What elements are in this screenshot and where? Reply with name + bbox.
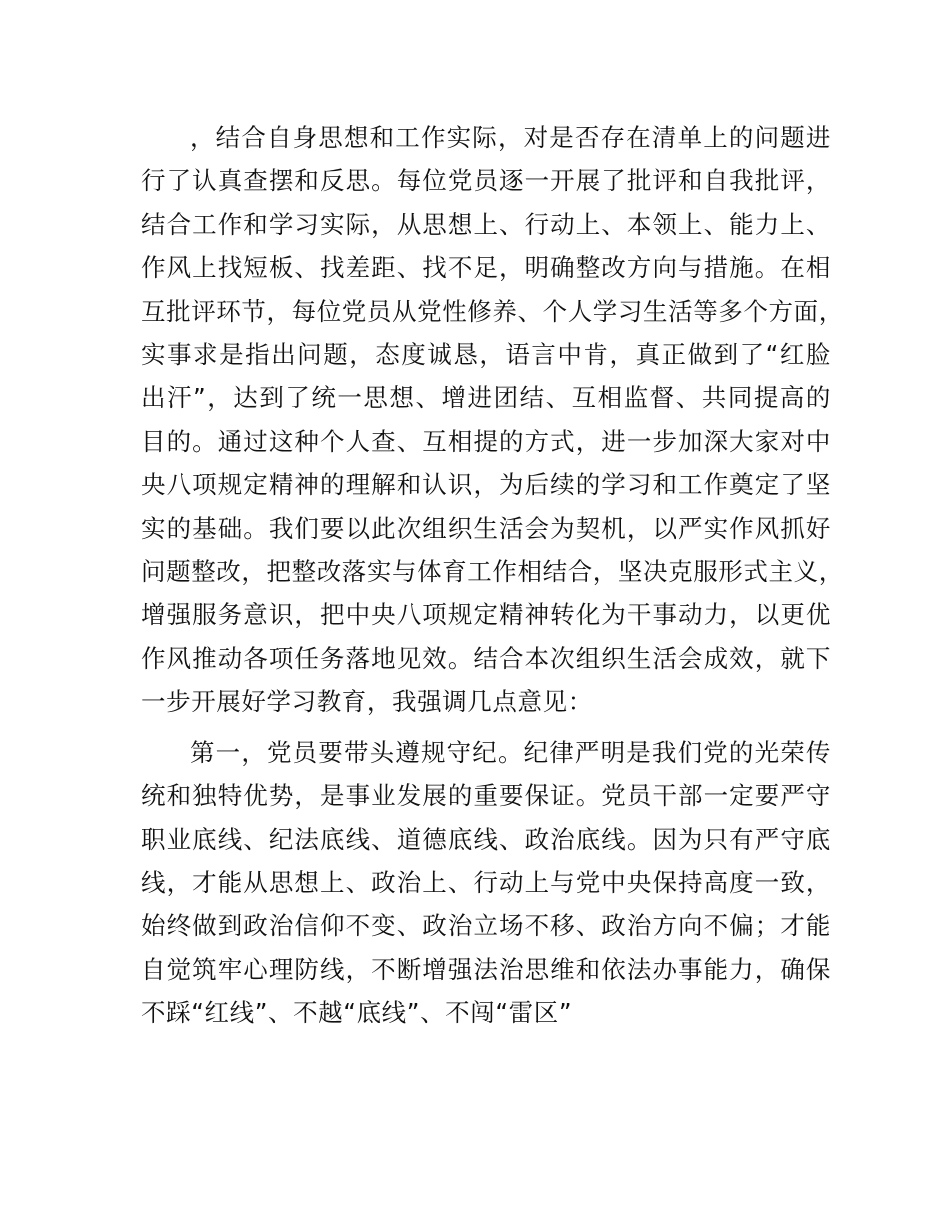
text-line: 增强服务意识，把中央八项规定精神转化为干事动力，以更优 <box>141 600 831 630</box>
text-line: 实的基础。我们要以此次组织生活会为契机，以严实作风抓好 <box>141 513 831 543</box>
text-line: 结合工作和学习实际，从思想上、行动上、本领上、能力上、 <box>141 209 831 239</box>
text-line: 行了认真查摆和反思。每位党员逐一开展了批评和自我批评， <box>141 166 831 196</box>
text-line: 第一，党员要带头遵规守纪。纪律严明是我们党的光荣传 <box>190 737 831 767</box>
text-line: 作风上找短板、找差距、找不足，明确整改方向与措施。在相 <box>141 253 831 283</box>
text-line: 作风推动各项任务落地见效。结合本次组织生活会成效，就下 <box>141 643 831 673</box>
paragraph-1 <box>141 116 844 724</box>
text-line: 统和独特优势，是事业发展的重要保证。党员干部一定要严守 <box>141 781 831 811</box>
text-line: 职业底线、纪法底线、道德底线、政治底线。因为只有严守底 <box>141 824 831 854</box>
text-line: 自觉筑牢心理防线，不断增强法治思维和依法办事能力，确保 <box>141 954 831 984</box>
text-line: 实事求是指出问题，态度诚恳，语言中肯，真正做到了“红脸 <box>141 340 831 370</box>
text-line: 问题整改，把整改落实与体育工作相结合，坚决克服形式主义， <box>141 557 844 587</box>
text-line: 出汗”，达到了统一思想、增进团结、互相监督、共同提高的 <box>141 383 831 413</box>
text-line: 目的。通过这种个人查、互相提的方式，进一步加深大家对中 <box>141 426 831 456</box>
document-page <box>141 116 844 1035</box>
text-line: 不踩“红线”、不越“底线”、不闯“雷区” <box>141 998 573 1028</box>
text-line: 一步开展好学习教育，我强调几点意见： <box>141 687 593 717</box>
text-line: 线，才能从思想上、政治上、行动上与党中央保持高度一致， <box>141 867 831 897</box>
text-line: 互批评环节，每位党员从党性修养、个人学习生活等多个方面， <box>141 296 844 326</box>
paragraph-2 <box>141 731 831 1035</box>
text-line: ，结合自身思想和工作实际，对是否存在清单上的问题进 <box>190 123 831 152</box>
text-line: 始终做到政治信仰不变、政治立场不移、政治方向不偏；才能 <box>141 911 831 941</box>
text-line: 央八项规定精神的理解和认识，为后续的学习和工作奠定了坚 <box>141 470 831 500</box>
